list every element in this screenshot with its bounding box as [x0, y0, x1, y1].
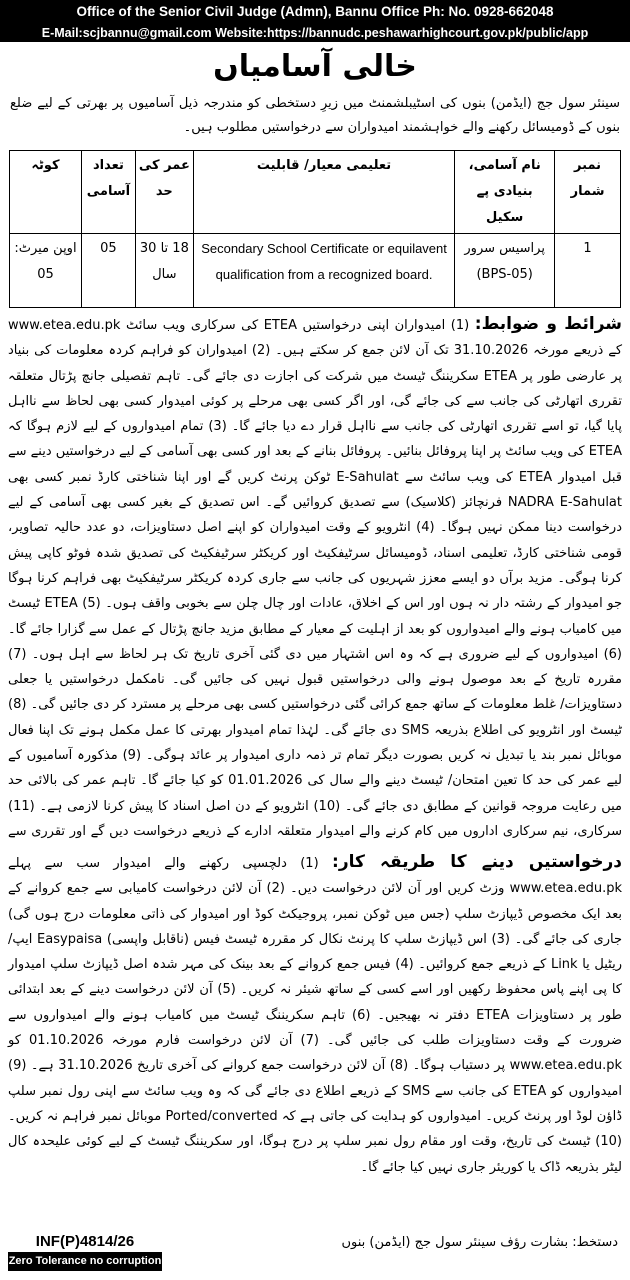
table-row [10, 234, 621, 308]
col-serial: نمبر شمار [555, 151, 621, 234]
posts-table [9, 150, 621, 308]
col-qualification: تعلیمی معیار/ قابلیت [193, 151, 454, 234]
age-unit: سال [152, 267, 177, 282]
contact-line: E-Mail:scjbannu@gmail.com Website:https://bannudc.peshawarhighcourt.gov.pk/public/app [0, 24, 630, 42]
post-bps: (BPS-05) [476, 267, 533, 282]
terms-body: (1) امیدواران اپنی درخواستیں ETEA کی سرکاری ویب سائٹ www.etea.edu.pk کے ذریعے مورخہ 31.10.2026 تک آن لائن جمع کر سکتے ہیں۔ (2) امیدواران کو فراہم کردہ معلومات کی بنیاد پر عارضی طور پر ETEA سکریننگ ٹیسٹ میں شرکت کی اجازت دی جائے گی۔ تاہم تفصیلی جانچ پڑتال متعلقہ تقرری اتھارٹی کی جانب سے کی جائے گی، اور اگر کسی بھی مرحلے پر کوئی امیدوار کسی بھی لحاظ سے نااہل پایا گیا، تو اسے تقرری اتھارٹی کی جانب سے نااہل قرار دے دیا جائے گا۔ (3) تمام امیدواروں کے لیے لازم ہوگا کہ ETEA کی ویب سائٹ پر اپنا پروفائل بنائیں۔ پروفائل بنانے کے بعد اور کسی بھی آسامی کے لیے درخواستیں دینے سے قبل امیدوار ETEA کی ویب سائٹ سے E-Sahulat ٹوکن پرنٹ کریں گے اور اپنا شناختی کارڈ نمبر کسی بھی NADRA E-Sahulat فرنچائز (کلاسیک) سے تصدیق کروائیں گے۔ اس تصدیق کے بغیر کسی بھی آسامی کے لیے درخواست دینا ممکن نہیں ہوگا۔ (4) انٹرویو کے وقت امیدواران کو اپنے اصل دستاویزات، دو عدد حالیہ تصاویر، قومی شناختی کارڈ، تعلیمی اسناد، ڈومیسائل سرٹیفکیٹ اور کریکٹر سرٹیفکیٹ کی تصدیق شدہ فوٹو کاپی پیش کرنا ہوگی۔ مزید برآں دو ایسے معزز شہریوں کی جانب سے جاری کردہ کریکٹر سرٹیفکیٹ بھی فراہم کرنا ہوگا جو امیدوار کے رشتہ دار نہ ہوں اور اس کے اخلاق، عادات اور چال چلن سے بخوبی واقف ہوں۔ (5) ETEA ٹیسٹ میں کامیاب ہونے والے امیدواروں کو بعد از اہلیت کے معیار کے مطابق مزید جانچ پڑتال کے عمل سے گزارا جائے گا۔ (6) امیدواروں کے لیے ضروری ہے کہ وہ اس اشتہار میں دی گئی آخری تاریخ تک ہر لحاظ سے اہل ہوں۔ (7) مقررہ تاریخ کے بعد موصول ہونے والی درخواستیں قبول نہیں کی جائیں گی۔ نامکمل درخواستیں یا جعلی دستاویزات/ غلط معلومات کے ساتھ جمع کرائی گئی درخواستیں کسی بھی مرحلے پر مسترد کر دی جائیں گی۔ (8) ٹیسٹ اور انٹرویو کی اطلاع بذریعہ SMS دی جائے گی۔ لہٰذا تمام امیدوار بھرتی کا عمل مکمل ہونے تک اپنا فعال موبائل نمبر بند یا تبدیل نہ کریں بصورت دیگر تمام تر ذمہ داری امیدوار پر عائد ہوگی۔ (9) مذکورہ آسامیوں کے لیے عمر کی حد کا تعین امتحان/ ٹیسٹ دینے والے سال کی 01.01.2026 کو کیا جائے گا۔ تاہم عمر کی بالائی حد میں رعایت مروجہ قوانین کے مطابق دی جائے گی۔ (10) انٹرویو کے دن اصل اسناد کا پیش کرنا لازمی ہے۔ (11) سرکاری، نیم سرکاری اداروں میں کام کرنے والے امیدوار متعلقہ ادارے کے ذریعے درخواست دیں گے اور تقرری سے [8, 318, 623, 839]
col-count: تعداد آسامی [81, 151, 135, 234]
office-title: Office of the Senior Civil Judge (Admn), Bannu Office Ph: No. 0928-662048 [0, 0, 630, 24]
tagline: Zero Tolerance no corruption [8, 1252, 162, 1271]
age-range: 18 تا 30 [139, 241, 189, 256]
inf-box [8, 1232, 162, 1271]
qualification-line-1: Secondary School Certificate or equilavent [201, 241, 447, 256]
intro-paragraph: سینئر سول جج (ایڈمن) بنوں کی اسٹیبلشمنٹ میں زیرِ دستخطی کو مندرجہ ذیل آسامیوں پر بھرتی کے لیے ضلع بنوں کے ڈومیسائل رکھنے والے خواہشمند امیدواران سے درخواستیں مطلوب ہیں۔ [10, 96, 620, 135]
col-quota: کوٹہ [10, 151, 82, 234]
terms-heading: شرائط و ضوابط: [474, 314, 622, 334]
post-name: پراسیس سرور [464, 241, 545, 256]
procedure-heading: درخواستیں دینے کا طریقہ کار: [332, 852, 622, 872]
page-title: خالی آسامیاں [213, 49, 417, 84]
cell-serial: 1 [555, 234, 621, 308]
table-header-row [10, 151, 621, 234]
col-age: عمر کی حد [135, 151, 193, 234]
procedure-section [0, 850, 630, 1212]
inf-number: INF(P)4814/26 [35, 1233, 135, 1250]
cell-post [455, 234, 555, 308]
signature: دستخط: بشارت رؤف سینئر سول جج (ایڈمن) بنوں [341, 1235, 618, 1250]
col-post: نام آسامی، بنیادی پے سکیل [455, 151, 555, 234]
procedure-body: (1) دلچسپی رکھنے والے امیدوار سب سے پہلے www.etea.edu.pk وزٹ کریں اور آن لائن درخواست دیں۔ (2) آن لائن درخواست کامیابی سے جمع کروانے کے بعد ایک مخصوص ڈیپازٹ سلپ (جس میں ٹوکن نمبر، پروجیکٹ کوڈ اور امیدوار کی ذاتی معلومات درج ہوں گی) جاری کی جائے گی۔ (3) اس ڈیپازٹ سلپ کا پرنٹ نکال کر مقررہ ٹیسٹ فیس (ناقابل واپسی) Easypaisa ایپ/ ریٹیل یا Link کے ذریعے جمع کروائیں۔ (4) فیس جمع کروانے کے بعد بینک کی مہر شدہ اصل ڈیپازٹ سلپ امیدوار کا پی اپنے پاس محفوظ رکھیں اور اسے کسی کے ساتھ شیئر نہ کریں۔ (5) آن لائن درخواست دینے کے بعد ابتدائی طور پر دستاویزات ETEA دفتر نہ بھیجیں۔ (6) تاہم سکریننگ ٹیسٹ میں کامیاب ہونے والے امیدواروں سے ضرورت کے وقت دستاویزات طلب کی جائیں گی۔ (7) آن لائن درخواست فارم مورخہ 01.10.2026 کو www.etea.edu.pk پر دستیاب ہوگا۔ (8) آن لائن درخواست جمع کروانے کی آخری تاریخ 31.10.2026 ہے۔ (9) امیدواروں کو ETEA کی جانب سے SMS کے ذریعے اطلاع دی جائے گی کہ وہ ویب سائٹ سے اپنی رول نمبر سلپ ڈاؤن لوڈ اور پرنٹ کریں۔ امیدواروں کو ہدایت کی جاتی ہے کہ Ported/converted موبائل نمبر فراہم نہ کریں۔ (10) ٹیسٹ کی تاریخ، وقت اور مقام رول نمبر سلپ پر درج ہوگا، اور سکریننگ ٹیسٹ کے لیے کوئی علیحدہ کال لیٹر بذریعہ ڈاک یا کوریئر جاری نہیں کیا جائے گا۔ [8, 856, 623, 1175]
cell-qualification [193, 234, 454, 308]
qualification-line-2: qualification from a recognized board. [215, 267, 433, 282]
footer [0, 1232, 630, 1280]
cell-age [135, 234, 193, 308]
cell-quota: اوپن میرٹ: 05 [10, 234, 82, 308]
cell-count: 05 [81, 234, 135, 308]
terms-section [0, 312, 630, 846]
